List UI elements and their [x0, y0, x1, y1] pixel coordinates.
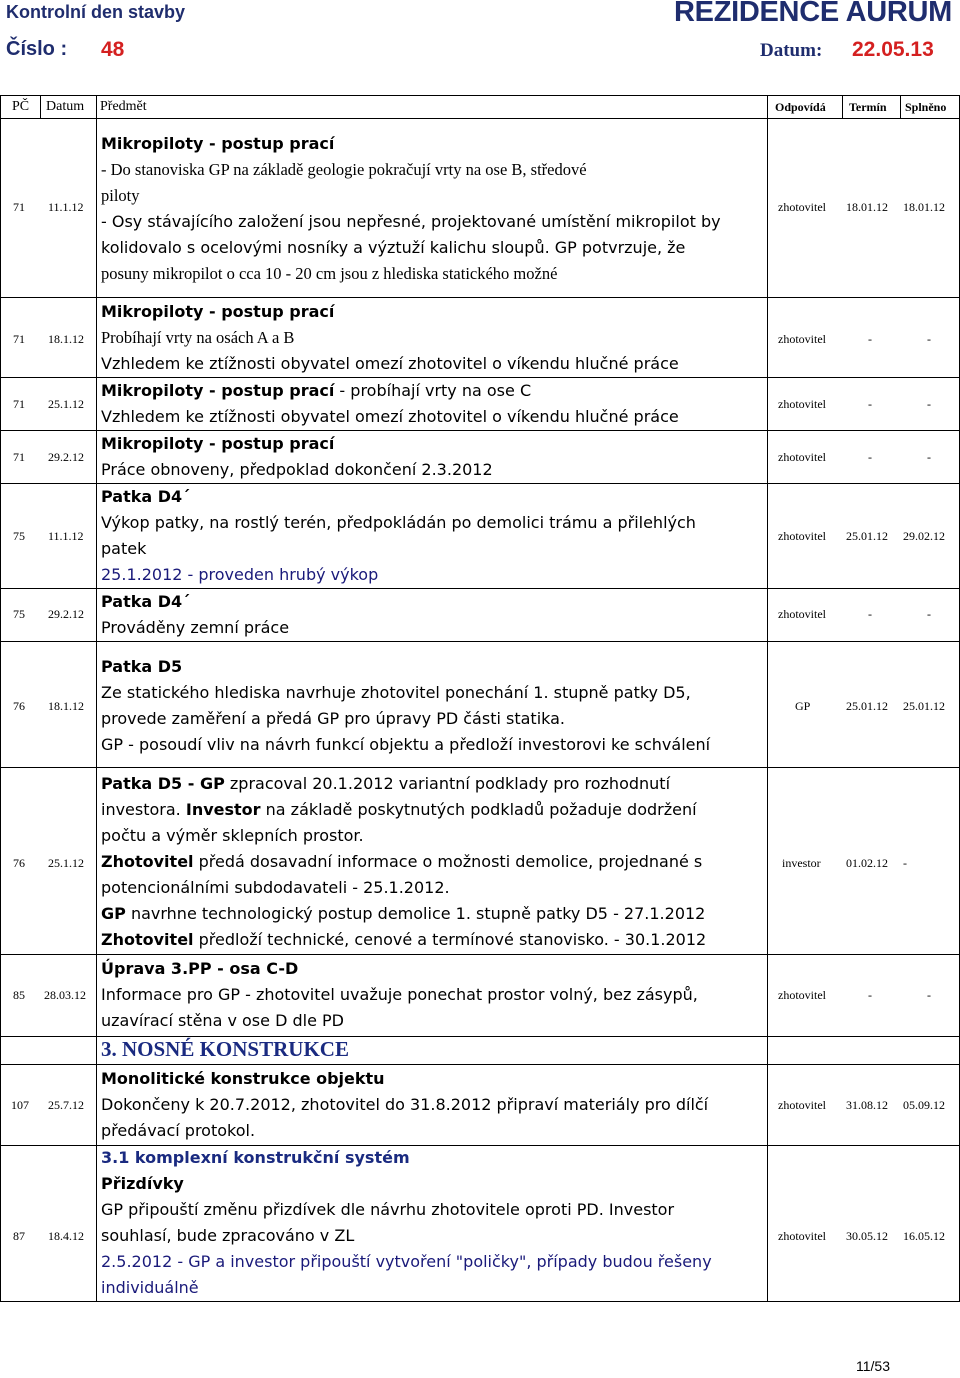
- subject-line: uzavírací stěna v ose D dle PD: [101, 1011, 344, 1030]
- subsection-title: 3.1 komplexní konstrukční systém: [101, 1148, 410, 1167]
- subject-line: - probíhají vrty na ose C: [334, 381, 532, 400]
- section-heading: [101, 1036, 766, 1062]
- row-pc: 76: [13, 856, 25, 870]
- row-subject: [101, 431, 766, 483]
- number-value: 48: [101, 38, 125, 61]
- col-header-responsible: Odpovídá: [775, 100, 826, 114]
- row-responsible: zhotovitel: [778, 1098, 826, 1112]
- col-header-deadline: Termín: [849, 100, 887, 114]
- row-subject: [101, 589, 766, 641]
- subject-party: Investor: [185, 800, 261, 819]
- row-done: 25.01.12: [903, 699, 945, 713]
- section-title: 3. NOSNÉ KONSTRUKCE: [101, 1037, 349, 1061]
- subject-line: Informace pro GP - zhotovitel uvažuje ponechat prostor volný, bez zásypů,: [101, 985, 698, 1004]
- subject-line: piloty: [101, 186, 140, 205]
- subject-line: počtu a výměr sklepních prostor.: [101, 826, 364, 845]
- row-deadline: 18.01.12: [846, 200, 888, 214]
- subject-line: kolidovalo s ocelovými nosníky a výztuží kalichu sloupů. GP potvrzuje, že: [101, 238, 686, 257]
- subject-line: na základě poskytnutých podkladů požaduje dodržení: [260, 800, 697, 819]
- row-responsible: zhotovitel: [778, 607, 826, 621]
- row-deadline: -: [868, 397, 872, 411]
- row-date: 11.1.12: [48, 529, 84, 543]
- row-deadline: 31.08.12: [846, 1098, 888, 1112]
- subject-line: předloží technické, cenové a termínové stanovisko. - 30.1.2012: [193, 930, 707, 949]
- subject-line: GP připouští změnu přizdívek dle návrhu zhotovitele oproti PD. Investor: [101, 1200, 675, 1219]
- row-deadline: 01.02.12: [846, 856, 888, 870]
- subject-party: Zhotovitel: [101, 930, 194, 949]
- row-done: -: [927, 450, 931, 464]
- row-subject: [101, 956, 766, 1034]
- row-pc: 71: [13, 332, 25, 346]
- subject-title: Monolitické konstrukce objektu: [101, 1069, 385, 1088]
- row-done: 16.05.12: [903, 1229, 945, 1243]
- row-responsible: zhotovitel: [778, 1229, 826, 1243]
- row-pc: 87: [13, 1229, 25, 1243]
- row-date: 29.2.12: [48, 450, 84, 464]
- subject-line: Prováděny zemní práce: [101, 618, 290, 637]
- subject-line: 25.1.2012 - proveden hrubý výkop: [101, 565, 379, 584]
- row-responsible: zhotovitel: [778, 397, 826, 411]
- subject-party: GP: [101, 904, 126, 923]
- row-date: 28.03.12: [44, 988, 86, 1002]
- row-date: 25.1.12: [48, 397, 84, 411]
- row-date: 25.7.12: [48, 1098, 84, 1112]
- row-date: 29.2.12: [48, 607, 84, 621]
- company-title: Kontrolní den stavby: [6, 2, 186, 22]
- subject-line: - Do stanoviska GP na základě geologie pokračují vrty na ose B, středové: [101, 160, 587, 179]
- row-done: 29.02.12: [903, 529, 945, 543]
- row-subject: [101, 654, 766, 758]
- col-header-date: Datum: [46, 99, 85, 114]
- row-pc: 76: [13, 699, 25, 713]
- row-deadline: -: [868, 332, 872, 346]
- row-date: 25.1.12: [48, 856, 84, 870]
- row-deadline: -: [868, 988, 872, 1002]
- row-done: -: [927, 332, 931, 346]
- subject-title: Patka D5: [101, 657, 183, 676]
- date-value: 22.05.13: [852, 38, 934, 61]
- project-title: REZIDENCE AURUM: [674, 0, 952, 28]
- subject-line: Výkop patky, na rostlý terén, předpokládán po demolici trámu a přilehlých: [101, 513, 696, 532]
- row-date: 18.4.12: [48, 1229, 84, 1243]
- col-header-pc: PČ: [12, 99, 30, 114]
- subject-line: Ze statického hlediska navrhuje zhotovitel ponechání 1. stupně patky D5,: [101, 683, 691, 702]
- subject-line: předávací protokol.: [101, 1121, 256, 1140]
- row-done: 05.09.12: [903, 1098, 945, 1112]
- subject-title: Patka D4´: [101, 487, 191, 506]
- col-header-subject: Předmět: [100, 99, 147, 114]
- row-date: 11.1.12: [48, 200, 84, 214]
- row-responsible: GP: [795, 699, 811, 713]
- subject-line: navrhne technologický postup demolice 1. stupně patky D5 - 27.1.2012: [125, 904, 706, 923]
- row-done: -: [927, 607, 931, 621]
- row-deadline: 25.01.12: [846, 529, 888, 543]
- subject-line: posuny mikropilot o cca 10 - 20 cm jsou z hlediska statického možné: [101, 264, 558, 283]
- subject-line: zpracoval 20.1.2012 variantní podklady pro rozhodnutí: [224, 774, 671, 793]
- subject-line: Vzhledem ke ztížnosti obyvatel omezí zhotovitel o víkendu hlučné práce: [101, 407, 679, 426]
- date-label: Datum:: [760, 40, 823, 61]
- row-subject: [101, 1171, 766, 1301]
- subsection-heading: [101, 1145, 766, 1171]
- row-subject: [101, 131, 766, 287]
- row-done: -: [903, 856, 907, 870]
- subject-title: Mikropiloty - postup prací: [101, 434, 335, 453]
- row-responsible: zhotovitel: [778, 988, 826, 1002]
- row-responsible: zhotovitel: [778, 529, 826, 543]
- subject-line: Práce obnoveny, předpoklad dokončení 2.3.2012: [101, 460, 493, 479]
- subject-title: Úprava 3.PP - osa C-D: [101, 959, 299, 978]
- subject-line: souhlasí, bude zpracováno v ZL: [101, 1226, 355, 1245]
- row-deadline: 30.05.12: [846, 1229, 888, 1243]
- subject-line: Probíhají vrty na osách A a B: [101, 328, 295, 347]
- row-pc: 71: [13, 397, 25, 411]
- subject-line: Dokončeny k 20.7.2012, zhotovitel do 31.8.2012 připraví materiály pro dílčí: [101, 1095, 709, 1114]
- subject-title: Patka D5 - GP: [101, 774, 225, 793]
- number-label: Číslo :: [6, 38, 68, 60]
- row-subject: [101, 484, 766, 588]
- row-deadline: 25.01.12: [846, 699, 888, 713]
- row-done: -: [927, 988, 931, 1002]
- row-subject: [101, 299, 766, 377]
- subject-line: - Osy stávajícího založení jsou nepřesné, projektované umístění mikropilot by: [101, 212, 721, 231]
- row-deadline: -: [868, 607, 872, 621]
- row-date: 18.1.12: [48, 699, 84, 713]
- subject-line: Vzhledem ke ztížnosti obyvatel omezí zhotovitel o víkendu hlučné práce: [101, 354, 679, 373]
- subject-title: Přizdívky: [101, 1174, 184, 1193]
- subject-title: Mikropiloty - postup prací: [101, 381, 335, 400]
- row-subject: [101, 771, 766, 953]
- subject-line: investora.: [101, 800, 186, 819]
- subject-title: Mikropiloty - postup prací: [101, 302, 335, 321]
- subject-title: Patka D4´: [101, 592, 191, 611]
- row-pc: 85: [13, 988, 25, 1002]
- subject-line: patek: [101, 539, 147, 558]
- col-header-done: Splněno: [905, 100, 947, 114]
- row-pc: 75: [13, 529, 25, 543]
- row-done: -: [927, 397, 931, 411]
- row-subject: [101, 1066, 766, 1144]
- subject-line: provede zaměření a předá GP pro úpravy PD části statika.: [101, 709, 566, 728]
- row-pc: 107: [11, 1098, 29, 1112]
- row-pc: 75: [13, 607, 25, 621]
- row-deadline: -: [868, 450, 872, 464]
- row-subject: [101, 378, 766, 430]
- row-responsible: zhotovitel: [778, 450, 826, 464]
- subject-line: individuálně: [101, 1278, 199, 1297]
- subject-title: Mikropiloty - postup prací: [101, 134, 335, 153]
- subject-party: Zhotovitel: [101, 852, 194, 871]
- row-responsible: zhotovitel: [778, 332, 826, 346]
- row-pc: 71: [13, 200, 25, 214]
- subject-line: předá dosavadní informace o možnosti demolice, projednané s: [193, 852, 703, 871]
- page-number: 11/53: [856, 1358, 890, 1374]
- row-date: 18.1.12: [48, 332, 84, 346]
- subject-line: GP - posoudí vliv na návrh funkcí objektu a předloží investorovi ke schválení: [101, 735, 711, 754]
- row-pc: 71: [13, 450, 25, 464]
- subject-line: 2.5.2012 - GP a investor připouští vytvoření "poličky", případy budou řešeny: [101, 1252, 712, 1271]
- row-responsible: investor: [782, 856, 821, 870]
- row-responsible: zhotovitel: [778, 200, 826, 214]
- subject-line: potencionálními subdodavateli - 25.1.2012.: [101, 878, 450, 897]
- row-done: 18.01.12: [903, 200, 945, 214]
